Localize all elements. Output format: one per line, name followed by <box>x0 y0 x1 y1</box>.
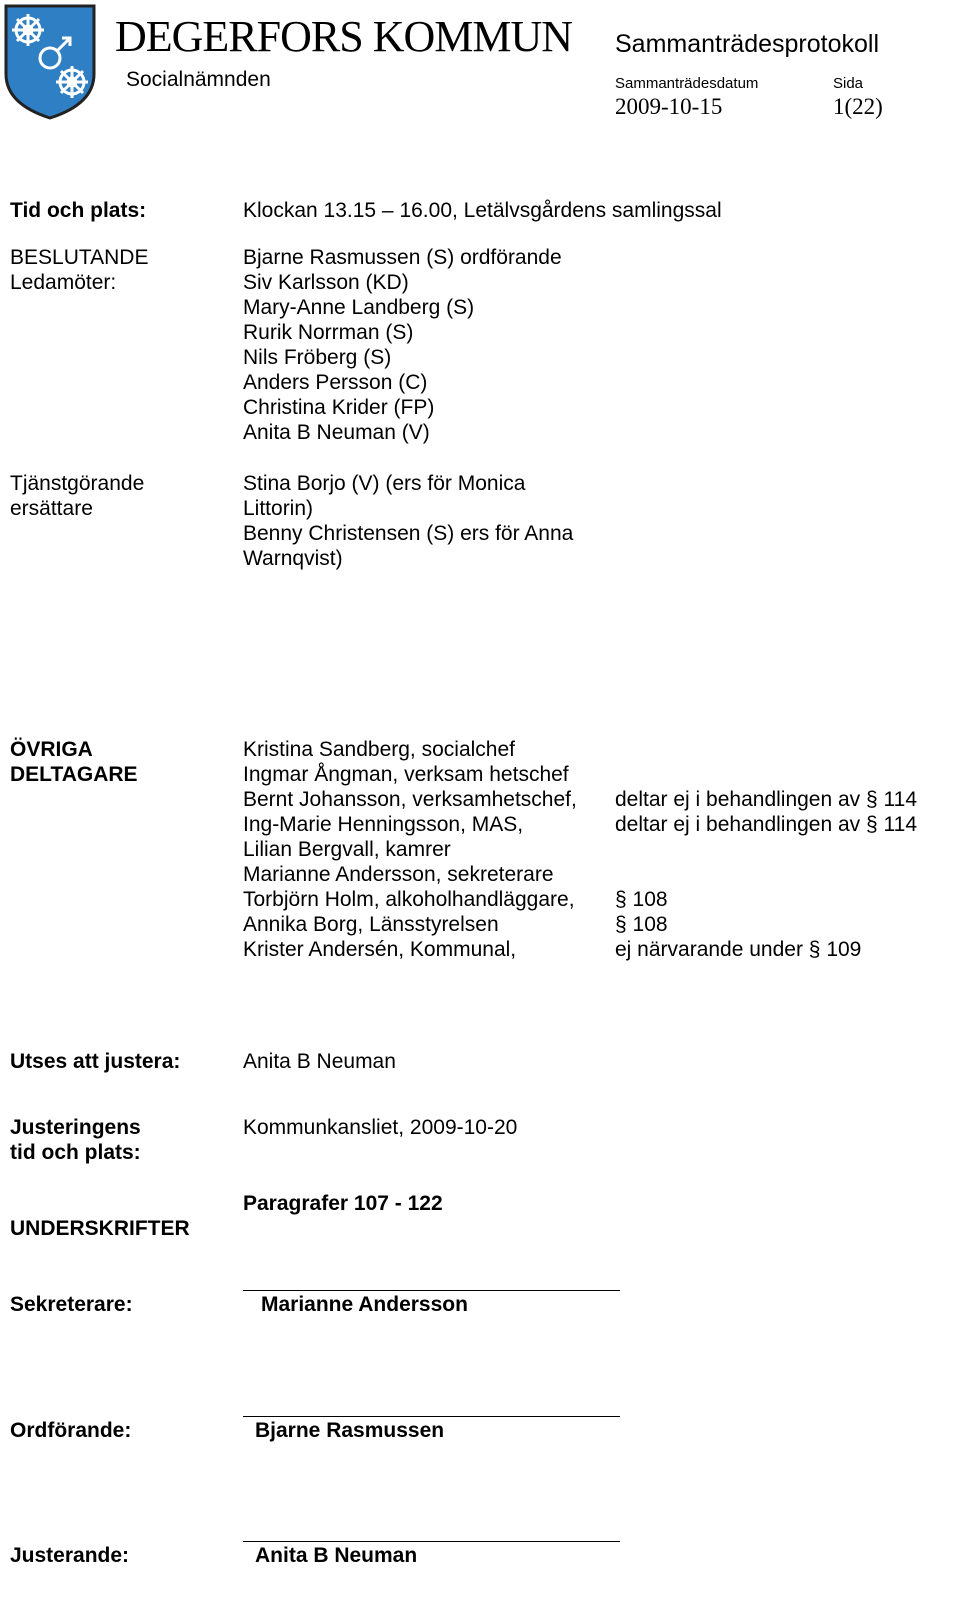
page-number: 1(22) <box>833 94 883 119</box>
participant-name: Ing-Marie Henningsson, MAS, <box>243 813 524 836</box>
substitutes-label: Tjänstgörande ersättare <box>10 472 145 520</box>
member-name: Bjarne Rasmussen (S) ordförande <box>243 246 562 269</box>
participant-note <box>615 862 917 887</box>
page-label: Sida <box>833 75 864 92</box>
participant-note: § 108 <box>615 888 668 911</box>
participant-name: Annika Borg, Länsstyrelsen <box>243 913 499 936</box>
other-participants-notes <box>615 737 917 962</box>
adjuster-label: Utses att justera: <box>10 1050 181 1073</box>
participant-note: ej närvarande under § 109 <box>615 938 862 961</box>
chair-signature-line <box>243 1416 620 1417</box>
member-name: Siv Karlsson (KD) <box>243 271 409 294</box>
participant-note <box>615 737 917 762</box>
signatures-heading: UNDERSKRIFTER <box>10 1217 190 1240</box>
adjuster-signature-name: Anita B Neuman <box>255 1544 418 1567</box>
time-place-label: Tid och plats: <box>10 199 147 222</box>
member-name: Anders Persson (C) <box>243 371 428 394</box>
secretary-signature-line <box>243 1290 620 1291</box>
coat-of-arms-logo <box>4 4 96 120</box>
member-name: Christina Krider (FP) <box>243 396 435 419</box>
adjuster-value: Anita B Neuman <box>243 1050 396 1073</box>
other-participants-names <box>243 737 577 962</box>
member-name: Mary-Anne Landberg (S) <box>243 296 475 319</box>
secretary-name: Marianne Andersson <box>261 1293 468 1316</box>
participant-note <box>615 837 917 862</box>
participant-note: deltar ej i behandlingen av § 114 <box>615 788 918 811</box>
participant-note: § 108 <box>615 913 668 936</box>
participant-name: Krister Andersén, Kommunal, <box>243 938 517 961</box>
paragraphs-range: Paragrafer 107 - 122 <box>243 1192 443 1215</box>
other-participants-label: ÖVRIGA DELTAGARE <box>10 738 138 786</box>
adjuster-signature-line <box>243 1541 620 1542</box>
substitutes-list: Stina Borjo (V) (ers för Monica Littorin) Benny Christensen (S) ers för Anna Warnqvist) <box>243 472 574 570</box>
members-label: BESLUTANDE Ledamöter: <box>10 246 149 294</box>
meeting-date-label: Sammanträdesdatum <box>615 75 759 92</box>
chair-name: Bjarne Rasmussen <box>255 1419 445 1442</box>
meeting-date-value: 2009-10-15 <box>615 94 723 119</box>
chair-label: Ordförande: <box>10 1419 132 1442</box>
adjuster-signature-label: Justerande: <box>10 1544 130 1567</box>
participant-name: Torbjörn Holm, alkoholhandläggare, <box>243 888 575 911</box>
document-type: Sammanträdesprotokoll <box>615 30 880 58</box>
department-name: Socialnämnden <box>126 68 271 91</box>
member-name: Anita B Neuman (V) <box>243 421 430 444</box>
member-name: Nils Fröberg (S) <box>243 346 392 369</box>
time-place-value: Klockan 13.15 – 16.00, Letälvsgårdens samlingssal <box>243 199 722 222</box>
participant-name: Kristina Sandberg, socialchef <box>243 738 515 761</box>
participant-name: Marianne Andersson, sekreterare <box>243 863 554 886</box>
members-list <box>243 245 562 445</box>
adjustment-label: Justeringens tid och plats: <box>10 1116 141 1164</box>
member-name: Rurik Norrman (S) <box>243 321 414 344</box>
participant-name: Bernt Johansson, verksamhetschef, <box>243 788 577 811</box>
secretary-label: Sekreterare: <box>10 1293 133 1316</box>
participant-name: Lilian Bergvall, kamrer <box>243 838 451 861</box>
participant-note: deltar ej i behandlingen av § 114 <box>615 813 918 836</box>
participant-name: Ingmar Ångman, verksam hetschef <box>243 763 569 786</box>
participant-note <box>615 762 917 787</box>
adjustment-value: Kommunkansliet, 2009-10-20 <box>243 1116 518 1139</box>
organization-name: DEGERFORS KOMMUN <box>115 12 573 61</box>
